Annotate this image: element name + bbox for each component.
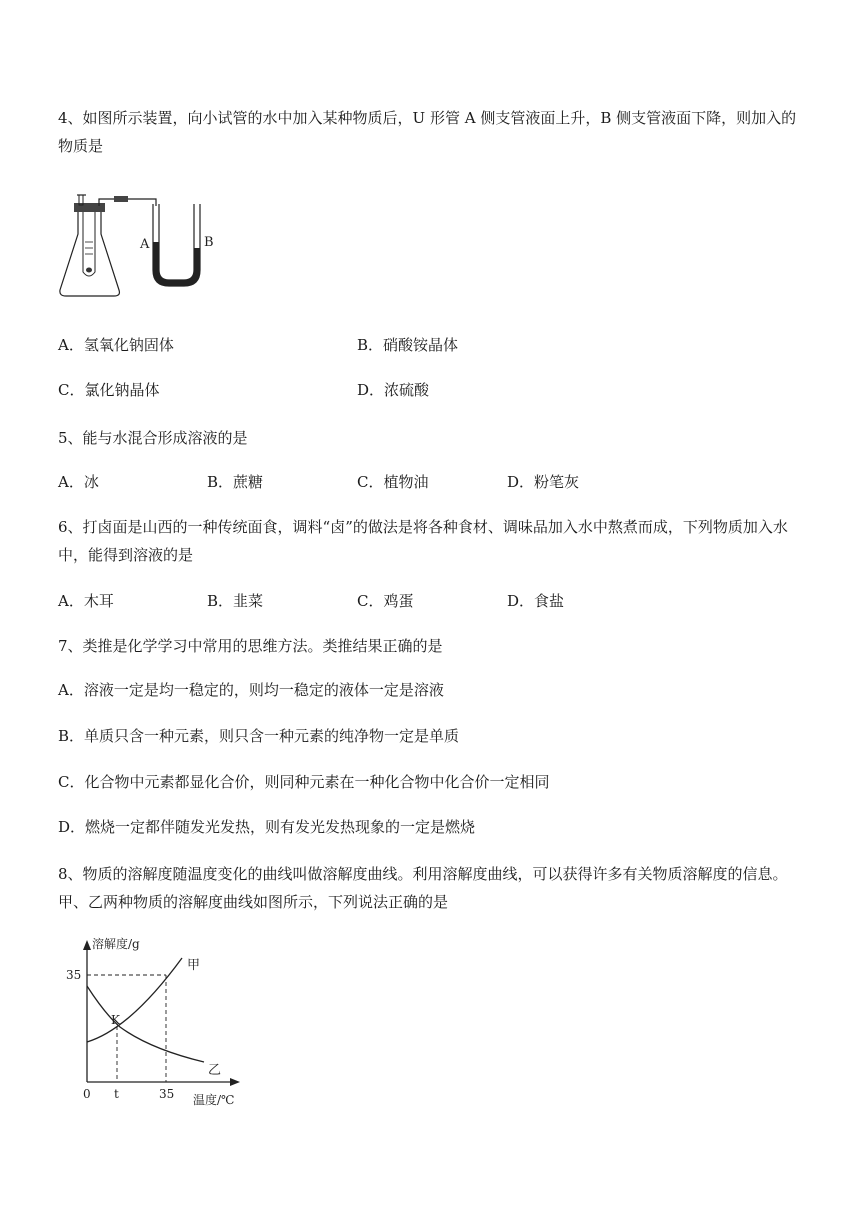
q6-option-c[interactable]: C．鸡蛋 bbox=[357, 592, 414, 610]
q7-option-c[interactable]: C．化合物中元素都显化合价，则同种元素在一种化合物中化合价一定相同 bbox=[58, 773, 550, 791]
q4-option-a[interactable]: A．氢氧化钠固体 bbox=[58, 336, 174, 354]
q5-option-c[interactable]: C．植物油 bbox=[357, 473, 429, 491]
q7-option-d[interactable]: D．燃烧一定都伴随发光发热，则有发光发热现象的一定是燃烧 bbox=[58, 818, 476, 836]
question-6-stem: 6、打卤面是山西的一种传统面食，调料“卤”的做法是将各种食材、调味品加入水中熬煮而成，下列物质加入水中，能得到溶液的是 bbox=[58, 518, 788, 564]
q7-option-b[interactable]: B．单质只含一种元素，则只含一种元素的纯净物一定是单质 bbox=[58, 727, 460, 745]
figure-label-b: B bbox=[204, 235, 214, 250]
q7-option-a[interactable]: A．溶液一定是均一稳定的，则均一稳定的液体一定是溶液 bbox=[58, 681, 444, 699]
question-5-stem: 5、能与水混合形成溶液的是 bbox=[58, 429, 248, 447]
q4-option-b[interactable]: B．硝酸铵晶体 bbox=[357, 336, 459, 354]
figure-label-a: A bbox=[140, 237, 150, 252]
question-7-stem: 7、类推是化学学习中常用的思维方法。类推结果正确的是 bbox=[58, 637, 443, 655]
question-8-stem: 8、物质的溶解度随温度变化的曲线叫做溶解度曲线。利用溶解度曲线，可以获得许多有关物质溶解度的信息。甲、乙两种物质的溶解度曲线如图所示，下列说法正确的是 bbox=[58, 865, 788, 911]
y-axis-label: 溶解度/g bbox=[92, 937, 140, 951]
question-4-stem: 4、如图所示装置，向小试管的水中加入某种物质后，U 形管 A 侧支管液面上升，B 侧支管液面下降，则加入的物质是 bbox=[58, 109, 797, 155]
x-tick-35: 35 bbox=[159, 1087, 175, 1101]
curve-jia bbox=[87, 958, 182, 1042]
q6-option-b[interactable]: B．韭菜 bbox=[207, 592, 264, 610]
x-tick-t: t bbox=[114, 1087, 119, 1101]
series-label-yi: 乙 bbox=[208, 1063, 222, 1078]
annotation-k: K bbox=[111, 1013, 120, 1027]
q5-option-a[interactable]: A．冰 bbox=[58, 473, 99, 491]
x-axis-label: 温度/℃ bbox=[193, 1093, 235, 1106]
q6-option-a[interactable]: A．木耳 bbox=[58, 592, 114, 610]
series-label-jia: 甲 bbox=[187, 958, 201, 973]
solubility-curve-chart bbox=[60, 934, 260, 1106]
q5-option-b[interactable]: B．蔗糖 bbox=[207, 473, 264, 491]
u-tube-apparatus-figure bbox=[56, 186, 226, 302]
q6-option-d[interactable]: D．食盐 bbox=[507, 592, 565, 610]
curve-yi bbox=[87, 986, 204, 1062]
q4-option-c[interactable]: C．氯化钠晶体 bbox=[58, 381, 160, 399]
q4-option-d[interactable]: D．浓硫酸 bbox=[357, 381, 430, 399]
y-tick-35: 35 bbox=[66, 968, 82, 982]
q5-option-d[interactable]: D．粉笔灰 bbox=[507, 473, 580, 491]
x-tick-0: 0 bbox=[83, 1087, 91, 1101]
